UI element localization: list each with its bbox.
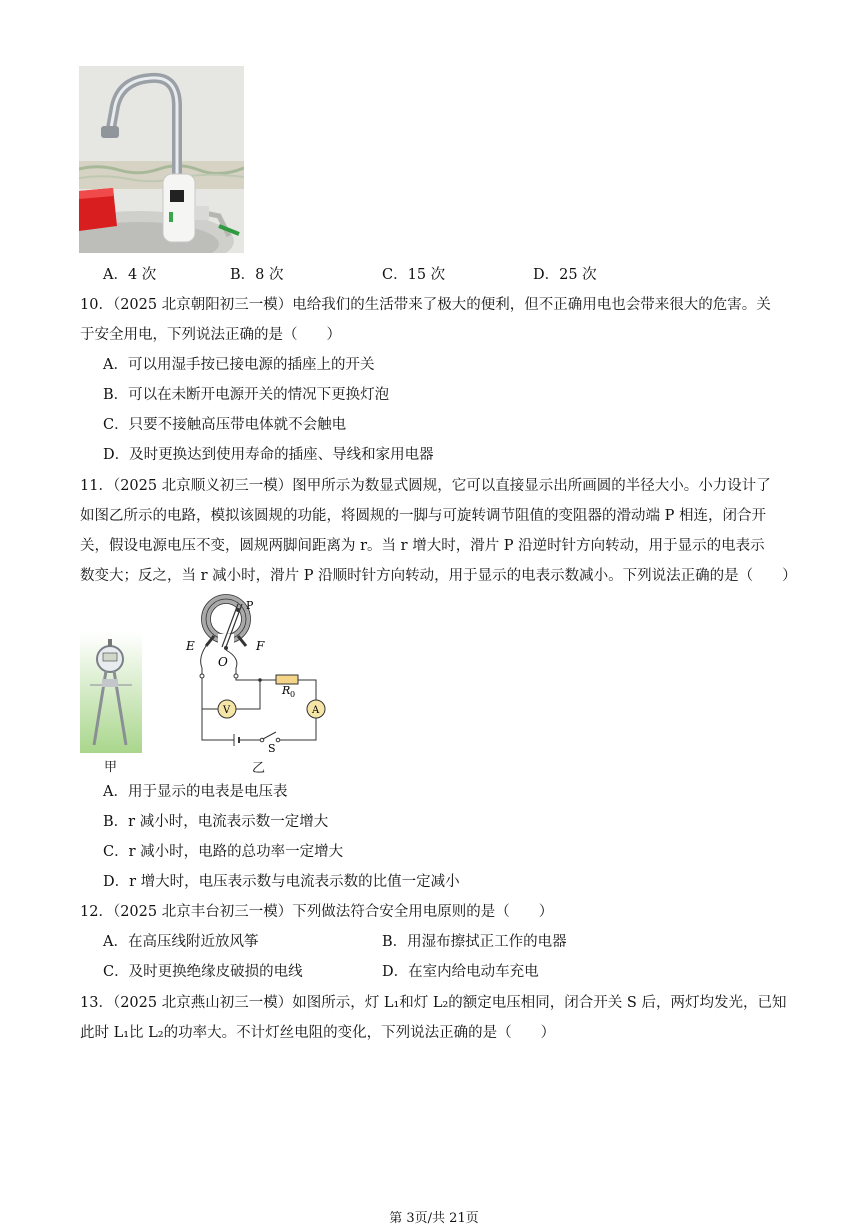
- q11-option-b: B．r 减小时，电流表示数一定增大: [103, 814, 329, 830]
- q10-stem-line1: 10．（2025 北京朝阳初三一模）电给我们的生活带来了极大的便利，但不正确用电也会带来很大的危害。关: [80, 297, 771, 313]
- q10-option-d: D．及时更换达到使用寿命的插座、导线和家用电器: [103, 447, 434, 463]
- q13-stem-line2: 此时 L₁比 L₂的功率大。不计灯丝电阻的变化，下列说法正确的是（ ）: [80, 1025, 556, 1041]
- label-s: S: [268, 742, 276, 755]
- q12-option-b: B．用湿布擦拭正工作的电器: [382, 934, 567, 950]
- q10-stem-line2: 于安全用电，下列说法正确的是（ ）: [80, 327, 341, 343]
- q9-option-c: C．15 次: [382, 267, 446, 283]
- q11-stem-line3: 关，假设电源电压不变，圆规两脚间距离为 r。当 r 增大时，滑片 P 沿逆时针方向转动，用于显示的电表示: [80, 538, 765, 554]
- q11-stem-line2: 如图乙所示的电路，模拟该圆规的功能，将圆规的一脚与可旋转调节阻值的变阻器的滑动端 P 相连，闭合开: [80, 508, 766, 524]
- q12-option-c: C．及时更换绝缘皮破损的电线: [103, 964, 303, 980]
- faucet-photo: [79, 66, 244, 253]
- q9-option-d: D．25 次: [533, 267, 597, 283]
- q10-option-b: B．可以在未断开电源开关的情况下更换灯泡: [103, 387, 390, 403]
- label-r0-sub: 0: [290, 690, 296, 699]
- figure-yi-caption: 乙: [252, 761, 266, 776]
- label-e: E: [186, 639, 195, 653]
- q11-stem-line1: 11．（2025 北京顺义初三一模）图甲所示为数显式圆规，它可以直接显示出所画圆的半径大小。小力设计了: [80, 478, 771, 494]
- label-a: A: [312, 705, 320, 716]
- label-f: F: [256, 639, 265, 653]
- q9-option-b: B．8 次: [230, 267, 284, 283]
- q10-option-a: A．可以用湿手按已接电源的插座上的开关: [103, 357, 375, 373]
- figure-jia-caption: 甲: [104, 760, 118, 775]
- q10-option-c: C．只要不接触高压带电体就不会触电: [103, 417, 347, 433]
- q12-stem-line1: 12．（2025 北京丰台初三一模）下列做法符合安全用电原则的是（ ）: [80, 904, 554, 920]
- label-o: O: [218, 655, 228, 669]
- q12-option-a: A．在高压线附近放风筝: [103, 934, 259, 950]
- q12-option-d: D．在室内给电动车充电: [382, 964, 539, 980]
- label-p: P: [246, 599, 254, 612]
- label-r0: R: [282, 684, 291, 697]
- circuit-diagram-yi: [180, 592, 340, 772]
- q13-stem-line1: 13．（2025 北京燕山初三一模）如图所示，灯 L₁和灯 L₂的额定电压相同，闭合开关 S 后，两灯均发光，已知: [80, 995, 787, 1011]
- q11-stem-line4: 数变大；反之，当 r 减小时，滑片 P 沿顺时针方向转动，用于显示的电表示数减小。下列说法正确的是（ ）: [80, 568, 797, 584]
- resistor-r0: [276, 675, 298, 684]
- page-footer: 第 3页/共 21页: [389, 1211, 479, 1226]
- q11-option-a: A．用于显示的电表是电压表: [103, 784, 288, 800]
- q11-option-c: C．r 减小时，电路的总功率一定增大: [103, 844, 344, 860]
- q11-option-d: D．r 增大时，电压表示数与电流表示数的比值一定减小: [103, 874, 460, 890]
- q9-option-a: A．4 次: [103, 267, 157, 283]
- digital-compass-photo: [80, 633, 142, 753]
- label-v: V: [223, 705, 231, 716]
